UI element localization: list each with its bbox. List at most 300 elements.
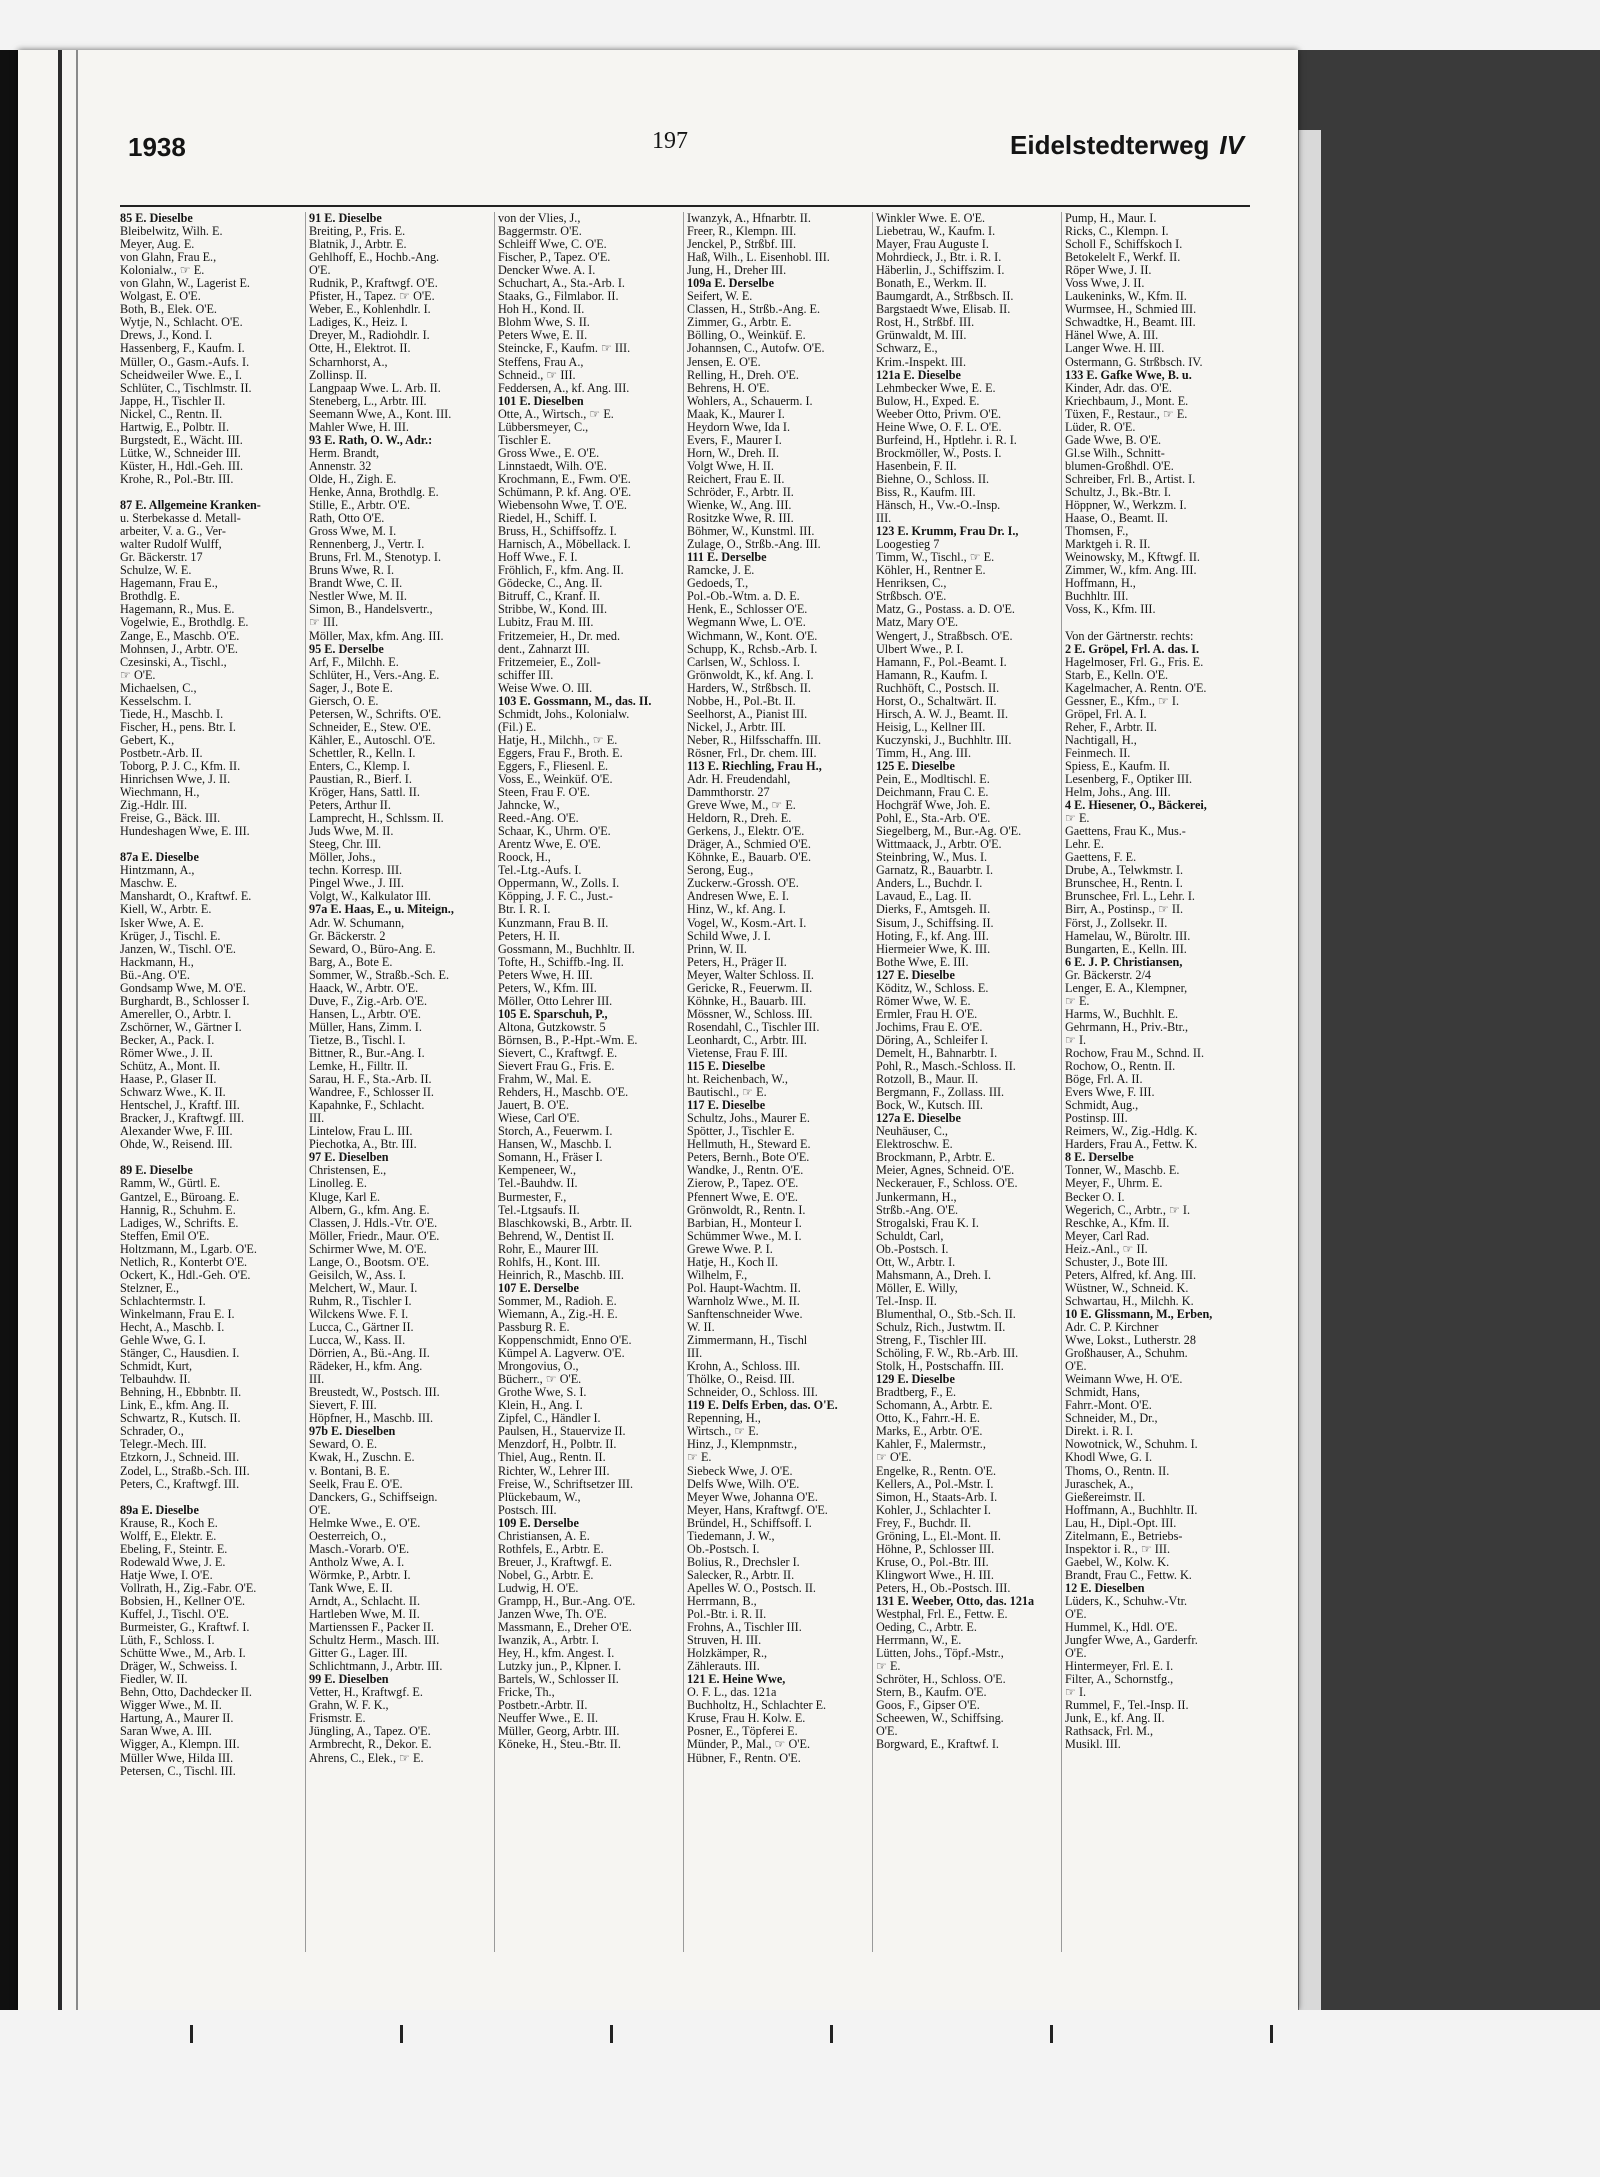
directory-entry: Isker Wwe, A. E. bbox=[120, 916, 204, 930]
directory-entry: Thomsen, F., bbox=[1065, 525, 1129, 539]
directory-entry: Meyer, Walter Schloss. II. bbox=[687, 968, 814, 982]
house-number-heading: 89a E. Dieselbe bbox=[120, 1503, 199, 1517]
house-number-heading: 10 E. Glissmann, M., Erben, bbox=[1065, 1307, 1213, 1321]
directory-entry: O'E. bbox=[1065, 1608, 1087, 1622]
directory-entry: Anders, L., Buchdr. I. bbox=[876, 877, 983, 891]
directory-entry: Tel.-Ltg.-Aufs. I. bbox=[498, 864, 582, 878]
directory-entry: Rost, H., Strßbf. III. bbox=[876, 316, 975, 330]
directory-entry: Zimmer, W., kfm. Ang. III. bbox=[1065, 564, 1197, 578]
directory-entry: Köhnke, H., Bauarb. III. bbox=[687, 994, 807, 1008]
directory-entry: Krüger, J., Tischl. E. bbox=[120, 929, 221, 943]
directory-entry: Schrader, O., bbox=[120, 1425, 184, 1439]
directory-entry: Armbrecht, R., Dekor. E. bbox=[309, 1738, 432, 1752]
directory-entry: Feddersen, A., kf. Ang. III. bbox=[498, 381, 630, 395]
directory-entry: Bulow, H., Exped. E. bbox=[876, 394, 980, 408]
directory-entry: Blatnik, J., Arbtr. E. bbox=[309, 238, 407, 252]
directory-entry: Hundeshagen Wwe, E. III. bbox=[120, 825, 250, 839]
directory-entry: Gehlhoff, E., Hochb.-Ang. bbox=[309, 251, 440, 265]
directory-entry: Dencker Wwe. A. I. bbox=[498, 264, 596, 278]
directory-entry: Jüngling, A., Tapez. O'E. bbox=[309, 1725, 431, 1739]
directory-entry: Olde, H., Zigh. E. bbox=[309, 472, 397, 486]
directory-entry: Feinmech. II. bbox=[1065, 746, 1131, 760]
scan-registration-marks bbox=[150, 2025, 1310, 2045]
directory-entry: Haack, W., Arbtr. O'E. bbox=[309, 981, 419, 995]
directory-entry: Hatje Wwe, I. O'E. bbox=[120, 1568, 213, 1582]
directory-entry: Steincke, F., Kaufm. ☞ III. bbox=[498, 342, 631, 356]
directory-entry: Kruse, Frau H. Kolw. E. bbox=[687, 1712, 806, 1726]
directory-entry: Peters, Bernh., Bote O'E. bbox=[687, 1151, 810, 1165]
directory-entry: Meyer Wwe, Johanna O'E. bbox=[687, 1490, 818, 1504]
directory-entry: Wörmke, P., Arbtr. I. bbox=[309, 1568, 411, 1582]
directory-entry: Ladiges, K., Heiz. I. bbox=[309, 316, 408, 330]
directory-entry: Klingwort Wwe., H. III. bbox=[876, 1568, 994, 1582]
directory-entry: Bitruff, C., Kranf. II. bbox=[498, 590, 600, 604]
directory-entry: Loogestieg 7 bbox=[876, 538, 940, 552]
directory-entry: Hänsch, H., Vw.-O.-Insp. bbox=[876, 499, 1001, 513]
directory-entry: Rehders, H., Maschb. O'E. bbox=[498, 1086, 629, 1100]
directory-entry: Frahm, W., Mal. E. bbox=[498, 1073, 592, 1087]
directory-entry: Thiel, Aug., Rentn. II. bbox=[498, 1451, 606, 1465]
directory-entry: Wiese, Carl O'E. bbox=[498, 1112, 580, 1126]
directory-entry: Sievert Frau G., Fris. E. bbox=[498, 1060, 615, 1074]
directory-entry: Hansen, W., Maschb. I. bbox=[498, 1138, 612, 1152]
header-rule bbox=[120, 205, 1250, 207]
directory-entry: Freise, G., Bäck. III. bbox=[120, 812, 221, 826]
directory-entry: Kuffel, J., Tischl. O'E. bbox=[120, 1608, 229, 1622]
directory-entry: (Fil.) E. bbox=[498, 720, 537, 734]
directory-entry: Schwarz Wwe., K. II. bbox=[120, 1086, 226, 1100]
page-number: 197 bbox=[652, 128, 688, 154]
directory-entry: Saran Wwe, A. III. bbox=[120, 1725, 212, 1739]
directory-entry: Weimann Wwe, H. O'E. bbox=[1065, 1373, 1183, 1387]
house-number-heading: 117 E. Dieselbe bbox=[687, 1099, 766, 1113]
directory-entry: Jenckel, P., Strßbf. III. bbox=[687, 238, 796, 252]
directory-entry: Stern, B., Kaufm. O'E. bbox=[876, 1686, 987, 1700]
directory-entry: Müller, Georg, Arbtr. III. bbox=[498, 1725, 620, 1739]
page-header bbox=[100, 128, 1252, 162]
directory-entry: Fahrr.-Mont. O'E. bbox=[1065, 1399, 1152, 1413]
directory-entry: Drews, J., Kond. I. bbox=[120, 329, 213, 343]
directory-entry: Krohe, R., Pol.-Btr. III. bbox=[120, 472, 234, 486]
directory-entry: Both, B., Elek. O'E. bbox=[120, 303, 217, 317]
directory-entry: Pump, H., Maur. I. bbox=[1065, 212, 1157, 225]
directory-entry: Wiebensohn Wwe, T. O'E. bbox=[498, 499, 627, 513]
house-number-heading: 103 E. Gossmann, M., das. II. bbox=[498, 694, 652, 708]
directory-entry: Langpaap Wwe. L. Arb. II. bbox=[309, 381, 441, 395]
directory-entry: Winkler Wwe. E. O'E. bbox=[876, 212, 986, 225]
directory-entry: Hintermeyer, Frl. E. I. bbox=[1065, 1660, 1174, 1674]
directory-entry: Ricks, C., Klempn. I. bbox=[1065, 225, 1169, 239]
directory-entry: Ramcke, J. E. bbox=[687, 564, 755, 578]
directory-entry: Harms, W., Buchhlt. E. bbox=[1065, 1007, 1179, 1021]
directory-entry: Jung, H., Dreher III. bbox=[687, 264, 787, 278]
directory-entry: Kesselschm. I. bbox=[120, 694, 192, 708]
directory-entry: Möller, Otto Lehrer III. bbox=[498, 994, 613, 1008]
directory-entry: Stribbe, W., Kond. III. bbox=[498, 603, 608, 617]
directory-entry: Reed.-Ang. O'E. bbox=[498, 812, 579, 826]
directory-entry: Heine Wwe, O. F. L. O'E. bbox=[876, 420, 1002, 434]
directory-entry: Manshardt, O., Kraftwf. E. bbox=[120, 890, 252, 904]
directory-entry: ☞ E. bbox=[687, 1451, 712, 1465]
directory-entry: Fiedler, W. II. bbox=[120, 1673, 188, 1687]
directory-entry: Adr. H. Freudendahl, bbox=[687, 773, 791, 787]
directory-entry: Müller, O., Gasm.-Aufs. I. bbox=[120, 355, 250, 369]
directory-entry: Goos, F., Gipser O'E. bbox=[876, 1699, 980, 1713]
directory-entry: Nachtigall, H., bbox=[1065, 733, 1137, 747]
directory-entry: Tel.-Insp. II. bbox=[876, 1294, 937, 1308]
directory-entry: Kunzmann, Frau B. II. bbox=[498, 916, 609, 930]
directory-entry: Buchholtz, H., Schlachter E. bbox=[687, 1699, 827, 1713]
house-number-heading: 99 E. Dieselben bbox=[309, 1673, 389, 1687]
directory-entry: Schwarz, E., bbox=[876, 342, 938, 356]
directory-entry: Peters, H., Präger II. bbox=[687, 955, 787, 969]
directory-entry: III. bbox=[309, 1373, 325, 1387]
directory-entry: Holtzmann, M., Lgarb. O'E. bbox=[120, 1242, 257, 1256]
directory-entry: Timm, H., Ang. III. bbox=[876, 746, 972, 760]
directory-entry: Meier, Agnes, Schneid. O'E. bbox=[876, 1164, 1015, 1178]
directory-entry: Lintelow, Frau L. III. bbox=[309, 1125, 413, 1139]
directory-entry: Vogelwie, E., Brothdlg. E. bbox=[120, 616, 249, 630]
directory-entry: Birr, A., Postinsp., ☞ II. bbox=[1065, 903, 1184, 917]
directory-entry: Brockmann, P., Arbtr. E. bbox=[876, 1151, 996, 1165]
directory-entry: Hoffmann, H., bbox=[1065, 577, 1136, 591]
directory-entry: Vetter, H., Kraftwgf. E. bbox=[309, 1686, 423, 1700]
column-1 bbox=[120, 212, 306, 1952]
directory-entry: Wandke, J., Rentn. O'E. bbox=[687, 1164, 804, 1178]
directory-entry: Böhmer, W., Kunstml. III. bbox=[687, 525, 815, 539]
directory-entry: Rösner, Frl., Dr. chem. III. bbox=[687, 746, 817, 760]
directory-entry: Haß, Wilh., L. Eisenhobl. III. bbox=[687, 251, 830, 265]
directory-entry: Tofte, H., Schiffb.-Ing. II. bbox=[498, 955, 624, 969]
directory-entry: Wengert, J., Straßbsch. O'E. bbox=[876, 629, 1013, 643]
directory-entry: Sievert, C., Kraftwgf. E. bbox=[498, 1047, 618, 1060]
directory-entry: Struven, H. III. bbox=[687, 1634, 762, 1648]
directory-entry: Antholz Wwe, A. I. bbox=[309, 1555, 405, 1569]
directory-entry: Seelk, Frau E. O'E. bbox=[309, 1477, 403, 1491]
directory-entry: Brandt, Frau C., Fettw. K. bbox=[1065, 1568, 1192, 1582]
directory-entry: Paulsen, H., Stauervize II. bbox=[498, 1425, 626, 1439]
directory-entry: Schild Wwe, J. I. bbox=[687, 929, 771, 943]
scan-top-margin bbox=[0, 0, 1600, 50]
directory-entry bbox=[120, 1491, 302, 1504]
directory-entry: ht. Reichenbach, W., bbox=[687, 1073, 788, 1087]
directory-entry: Michaelsen, C., bbox=[120, 681, 197, 695]
directory-entry: Postinsp. III. bbox=[1065, 1112, 1128, 1126]
house-number-heading: 85 E. Dieselbe bbox=[120, 212, 193, 225]
directory-entry: Schwadtke, H., Beamt. III. bbox=[1065, 316, 1196, 330]
directory-entry: Wytje, N., Schlacht. O'E. bbox=[120, 316, 243, 330]
directory-entry: Laukeninks, W., Kfm. II. bbox=[1065, 290, 1187, 304]
directory-entry: Zitelmann, E., Betriebs- bbox=[1065, 1529, 1183, 1543]
directory-entry: Mrongovius, O., bbox=[498, 1360, 579, 1374]
directory-entry: III. bbox=[687, 1347, 703, 1361]
directory-entry: Biss, R., Kaufm. III. bbox=[876, 485, 976, 499]
directory-entry: Burgstedt, E., Wächt. III. bbox=[120, 433, 243, 447]
directory-entry: Schmidt, Kurt, bbox=[120, 1360, 193, 1374]
directory-entry: Köhler, H., Rentner E. bbox=[876, 564, 986, 578]
directory-entry: Rochow, O., Rentn. II. bbox=[1065, 1060, 1176, 1074]
directory-entry: Nowotnick, W., Schuhm. I. bbox=[1065, 1438, 1198, 1452]
directory-entry: Hasenbein, F. II. bbox=[876, 459, 957, 473]
directory-entry: Mayer, Frau Auguste I. bbox=[876, 238, 989, 252]
directory-entry: Bittner, R., Bur.-Ang. I. bbox=[309, 1047, 425, 1060]
directory-entry: Pein, E., Modltischl. E. bbox=[876, 773, 990, 787]
directory-entry: Otte, H., Elektrot. II. bbox=[309, 342, 411, 356]
directory-entry: Peters, Arthur II. bbox=[309, 799, 391, 813]
directory-entry: Tiede, H., Maschb. I. bbox=[120, 707, 224, 721]
directory-entry: Rennenberg, J., Vertr. I. bbox=[309, 538, 425, 552]
directory-entry: Herrmann, B., bbox=[687, 1594, 757, 1608]
directory-entry: Bruns, Frl. M., Stenotyp. I. bbox=[309, 551, 442, 565]
directory-entry: Seward, O. E. bbox=[309, 1438, 378, 1452]
directory-entry: Frohns, A., Tischler III. bbox=[687, 1621, 802, 1635]
directory-entry: Altona, Gutzkowstr. 5 bbox=[498, 1020, 606, 1034]
directory-entry: Richter, W., Lehrer III. bbox=[498, 1464, 610, 1478]
house-number-heading: 131 E. Weeber, Otto, das. 121a bbox=[876, 1594, 1035, 1608]
directory-entry: Relling, H., Dreh. O'E. bbox=[687, 368, 799, 382]
directory-entry: Rochow, Frau M., Schnd. II. bbox=[1065, 1047, 1205, 1060]
street-heading bbox=[1010, 130, 1244, 161]
directory-entry: Hartleben Wwe, M. II. bbox=[309, 1608, 420, 1622]
directory-entry: Grönwoldt, R., Rentn. I. bbox=[687, 1203, 806, 1217]
directory-entry: Zählerauts. III. bbox=[687, 1660, 760, 1674]
directory-entry: Classen, J. Hdls.-Vtr. O'E. bbox=[309, 1216, 438, 1230]
directory-entry: Wiechmann, H., bbox=[120, 786, 200, 800]
directory-entry: Ruchhöft, C., Postsch. II. bbox=[876, 681, 1000, 695]
directory-entry: techn. Korresp. III. bbox=[309, 864, 403, 878]
directory-entry: Sisum, J., Schiffsing. II. bbox=[876, 916, 994, 930]
directory-entry: Blohm Wwe, S. II. bbox=[498, 316, 590, 330]
directory-entry: Evers, F., Maurer I. bbox=[687, 433, 782, 447]
directory-entry: Schettler, R., Kelln. I. bbox=[309, 746, 416, 760]
directory-entry: Kuczynski, J., Buchhltr. III. bbox=[876, 733, 1012, 747]
directory-entry: Serong, Eug., bbox=[687, 864, 754, 878]
directory-entry: Krause, R., Koch E. bbox=[120, 1516, 218, 1530]
directory-entry: Heldorn, R., Dreh. E. bbox=[687, 812, 792, 826]
directory-entry: u. Sterbekasse d. Metall- bbox=[120, 512, 241, 526]
directory-entry: Gerkens, J., Elektr. O'E. bbox=[687, 825, 805, 839]
house-number-heading: 121 E. Heine Wwe, bbox=[687, 1673, 786, 1687]
directory-entry: Tel.-Ltgsaufs. II. bbox=[498, 1203, 580, 1217]
directory-entry: Schulze, W. E. bbox=[120, 564, 192, 578]
directory-entry: schiffer III. bbox=[498, 668, 554, 682]
directory-entry: Czesinski, A., Tischl., bbox=[120, 655, 227, 669]
directory-entry: Bradtberg, F., E. bbox=[876, 1386, 957, 1400]
directory-entry: Lubitz, Frau M. III. bbox=[498, 616, 594, 630]
directory-entry: Gross Wwe., E. O'E. bbox=[498, 446, 600, 460]
directory-entry: Bü.-Ang. O'E. bbox=[120, 968, 190, 982]
directory-entry: Albern, G., kfm. Ang. E. bbox=[309, 1203, 430, 1217]
directory-entry: Nickel, C., Rentn. II. bbox=[120, 407, 223, 421]
directory-entry: Starb, E., Kelln. O'E. bbox=[1065, 668, 1169, 682]
column-3 bbox=[498, 212, 684, 1952]
directory-entry: Wwe, Lokst., Lutherstr. 28 bbox=[1065, 1334, 1196, 1348]
directory-entry: ☞ E. bbox=[1065, 994, 1090, 1008]
directory-entry: Arf, F., Milchh. E. bbox=[309, 655, 399, 669]
directory-entry: Pfennert Wwe, E. O'E. bbox=[687, 1190, 798, 1204]
directory-entry: Greve Wwe, M., ☞ E. bbox=[687, 799, 796, 813]
directory-entry: Borgward, E., Kraftwf. I. bbox=[876, 1738, 999, 1752]
directory-entry: Inspektor i. R., ☞ III. bbox=[1065, 1542, 1171, 1556]
directory-entry: Wiemann, A., Zig.-H. E. bbox=[498, 1307, 618, 1321]
directory-entry: Deichmann, Frau C. E. bbox=[876, 786, 989, 800]
directory-entry: Müller, Hans, Zimm. I. bbox=[309, 1020, 422, 1034]
directory-entry: Behning, H., Ebbnbtr. II. bbox=[120, 1386, 242, 1400]
directory-entry: Wirtsch., ☞ E. bbox=[687, 1425, 759, 1439]
directory-entry: Peters, H., Ob.-Postsch. III. bbox=[876, 1581, 1011, 1595]
directory-entry: O'E. bbox=[1065, 1360, 1087, 1374]
directory-entry: Schultz Herm., Masch. III. bbox=[309, 1634, 440, 1648]
directory-entry: Weeber Otto, Privm. O'E. bbox=[876, 407, 1002, 421]
directory-entry: Strßbsch. O'E. bbox=[876, 590, 947, 604]
directory-entry: Salecker, R., Arbtr. II. bbox=[687, 1568, 795, 1582]
directory-entry: Schütz, A., Mont. II. bbox=[120, 1060, 221, 1074]
directory-entry: Seward, O., Büro-Ang. E. bbox=[309, 942, 436, 956]
directory-entry: Freer, R., Klempn. III. bbox=[687, 225, 797, 239]
directory-entry: Nobel, G., Arbtr. E. bbox=[498, 1568, 594, 1582]
directory-entry: Dräger, A., Schmied O'E. bbox=[687, 838, 811, 852]
directory-entry: Zodel, L., Straßb.-Sch. III. bbox=[120, 1464, 250, 1478]
directory-entry: Lübbersmeyer, C., bbox=[498, 420, 589, 434]
directory-entry: Schümmer Wwe., M. I. bbox=[687, 1229, 802, 1243]
directory-entry: Pol.-Btr. i. R. II. bbox=[687, 1608, 767, 1622]
directory-entry: Gr. Bäckerstr. 2/4 bbox=[1065, 968, 1151, 982]
directory-entry: Riedel, H., Schiff. I. bbox=[498, 512, 597, 526]
directory-entry: Herrmann, W., E. bbox=[876, 1634, 962, 1648]
directory-entry: Häberlin, J., Schiffszim. I. bbox=[876, 264, 1005, 278]
directory-entry: Schlüter, H., Vers.-Ang. E. bbox=[309, 668, 440, 682]
directory-entry: Jungfer Wwe, A., Garderfr. bbox=[1065, 1634, 1198, 1648]
directory-entry: Thoms, O., Rentn. II. bbox=[1065, 1464, 1170, 1478]
directory-entry: Zimmer, G., Arbtr. E. bbox=[687, 316, 792, 330]
directory-entry: Meyer, Carl Rad. bbox=[1065, 1229, 1150, 1243]
directory-entry: Arndt, A., Schlacht. II. bbox=[309, 1594, 421, 1608]
house-number-heading: 129 E. Dieselbe bbox=[876, 1373, 955, 1387]
directory-entry: Netlich, R., Konterbt O'E. bbox=[120, 1255, 248, 1269]
directory-entry: Ockert, K., Hdl.-Geh. O'E. bbox=[120, 1268, 251, 1282]
directory-entry: Kapahnke, F., Schlacht. bbox=[309, 1099, 425, 1113]
directory-entry: Langer Wwe. H. III. bbox=[1065, 342, 1165, 356]
directory-entry: Böge, Frl. A. II. bbox=[1065, 1073, 1143, 1087]
directory-entry: Kriechbaum, J., Mont. E. bbox=[1065, 394, 1189, 408]
directory-entry: Blaschkowski, B., Arbtr. II. bbox=[498, 1216, 633, 1230]
directory-entry: Kohler, J., Schlachter I. bbox=[876, 1503, 991, 1517]
directory-entry: Hellmuth, H., Steward E. bbox=[687, 1138, 811, 1152]
directory-entry: Arentz Wwe, E. O'E. bbox=[498, 838, 601, 852]
directory-entry: Burfeind, H., Hptlehr. i. R. I. bbox=[876, 433, 1017, 447]
directory-entry: walter Rudolf Wulff, bbox=[120, 538, 222, 552]
directory-entry: Dörrien, A., Bü.-Ang. II. bbox=[309, 1347, 430, 1361]
directory-entry: Engelke, R., Rentn. O'E. bbox=[876, 1464, 996, 1478]
house-number-heading: 97 E. Dieselben bbox=[309, 1151, 389, 1165]
directory-entry: Eggers, Frau F., Broth. E. bbox=[498, 746, 623, 760]
directory-entry: Juraschek, A., bbox=[1065, 1477, 1134, 1491]
directory-entry: Bautischl., ☞ E. bbox=[687, 1086, 767, 1100]
directory-entry: Schuldt, Carl, bbox=[876, 1229, 944, 1243]
directory-entry: Tüxen, F., Restaur., ☞ E. bbox=[1065, 407, 1188, 421]
directory-entry: Grewe Wwe. P. I. bbox=[687, 1242, 773, 1256]
directory-entry: Telegr.-Mech. III. bbox=[120, 1438, 207, 1452]
house-number-heading: 107 E. Derselbe bbox=[498, 1281, 579, 1295]
house-number-heading: 87 E. Allgemeine Kranken- bbox=[120, 499, 261, 513]
directory-entry: O'E. bbox=[309, 1503, 331, 1517]
directory-entry: Neckerauer, F., Schloss. O'E. bbox=[876, 1177, 1018, 1191]
directory-entry: Jauert, B. O'E. bbox=[498, 1099, 569, 1113]
directory-entry: Schmidt, Johs., Kolonialw. bbox=[498, 707, 630, 721]
directory-entry: Plückebaum, W., bbox=[498, 1490, 581, 1504]
directory-entry: Krohn, A., Schloss. III. bbox=[687, 1360, 801, 1374]
directory-entry: Schuchart, A., Sta.-Arb. I. bbox=[498, 277, 625, 291]
directory-entry: Nestler Wwe, M. II. bbox=[309, 590, 407, 604]
directory-entry: Hoff Wwe., F. I. bbox=[498, 551, 578, 565]
directory-entry: O. F. L., das. 121a bbox=[687, 1686, 777, 1700]
directory-entry: Dreyer, M., Radiohdlr. I. bbox=[309, 329, 430, 343]
directory-entry: Gr. Bäckerstr. 2 bbox=[309, 929, 386, 943]
directory-entry: Hatje, H., Milchh., ☞ E. bbox=[498, 733, 618, 747]
directory-entry: Staaks, G., Filmlabor. II. bbox=[498, 290, 619, 304]
directory-entry: Kruse, O., Pol.-Btr. III. bbox=[876, 1555, 989, 1569]
directory-entry: Breuer, J., Kraftwgf. E. bbox=[498, 1555, 612, 1569]
directory-entry: Hansen, L., Arbtr. O'E. bbox=[309, 1007, 421, 1021]
directory-entry: Bobsien, H., Kellner O'E. bbox=[120, 1594, 246, 1608]
directory-entry: Harnisch, A., Möbellack. I. bbox=[498, 538, 631, 552]
directory-entry: Dierks, F., Amtsgeh. II. bbox=[876, 903, 991, 917]
directory-entry: Siebeck Wwe, J. O'E. bbox=[687, 1464, 793, 1478]
directory-entry: Weber, E., Kohlenhdlr. I. bbox=[309, 303, 431, 317]
directory-entry: Holzkämper, R., bbox=[687, 1647, 768, 1661]
directory-entry: Betokelelt F., Werkf. II. bbox=[1065, 251, 1181, 265]
directory-entry: Vietense, Frau F. III. bbox=[687, 1047, 788, 1060]
directory-entry: Blumenthal, O., Stb.-Sch. II. bbox=[876, 1307, 1016, 1321]
column-5 bbox=[876, 212, 1062, 1952]
directory-entry: Wilhelm, F., bbox=[687, 1268, 748, 1282]
directory-entry: Steen, Frau F. O'E. bbox=[498, 786, 590, 800]
directory-entry: Schlichtmann, J., Arbtr. III. bbox=[309, 1660, 443, 1674]
directory-entry: von Glahn, Frau E., bbox=[120, 251, 217, 265]
directory-entry: Gedoeds, T., bbox=[687, 577, 749, 591]
directory-entry: Römer Wwe., J. II. bbox=[120, 1047, 213, 1060]
directory-entry: Lamprecht, H., Schlssm. II. bbox=[309, 812, 444, 826]
directory-entry: Stolk, H., Postschaffn. III. bbox=[876, 1360, 1004, 1374]
directory-entry: Hackmann, H., bbox=[120, 955, 194, 969]
house-number-heading: 97b E. Dieselben bbox=[309, 1425, 396, 1439]
directory-entry: Gehle Wwe, G. I. bbox=[120, 1334, 206, 1348]
directory-entry: Kahler, F., Malermstr., bbox=[876, 1438, 986, 1452]
house-number-heading: 123 E. Krumm, Frau Dr. I., bbox=[876, 525, 1019, 539]
registration-mark bbox=[1270, 2025, 1273, 2043]
directory-entry: Henriksen, C., bbox=[876, 577, 947, 591]
house-number-heading: 8 E. Derselbe bbox=[1065, 1151, 1134, 1165]
directory-entry: Tel.-Bauhdw. II. bbox=[498, 1177, 578, 1191]
directory-entry: Zschörner, W., Gärtner I. bbox=[120, 1020, 242, 1034]
directory-entry: Adr. C. P. Kirchner bbox=[1065, 1320, 1159, 1334]
directory-entry: Btr. I. R. I. bbox=[498, 903, 551, 917]
directory-entry: Bungarten, E., Kelln. III. bbox=[1065, 942, 1187, 956]
house-number-heading: 105 E. Sparschuh, P., bbox=[498, 1007, 608, 1021]
directory-entry: Spötter, J., Tischler E. bbox=[687, 1125, 795, 1139]
directory-entry: Lütke, W., Schneider III. bbox=[120, 446, 241, 460]
directory-entry: Tiedemann, J. W., bbox=[687, 1529, 775, 1543]
directory-entry: Jahncke, W., bbox=[498, 799, 560, 813]
directory-entry: Kiell, W., Arbtr. E. bbox=[120, 903, 212, 917]
directory-entry: Mohnsen, J., Arbtr. O'E. bbox=[120, 642, 238, 656]
directory-entry: Paustian, R., Bierf. I. bbox=[309, 773, 412, 787]
directory-entry: dent., Zahnarzt III. bbox=[498, 642, 590, 656]
directory-entry: Zuckerw.-Grossh. O'E. bbox=[687, 877, 799, 891]
directory-entry: Juds Wwe, M. II. bbox=[309, 825, 394, 839]
directory-entry: Fritzemeier, E., Zoll- bbox=[498, 655, 601, 669]
directory-entry: Pol.-Ob.-Wtm. a. D. E. bbox=[687, 590, 800, 604]
